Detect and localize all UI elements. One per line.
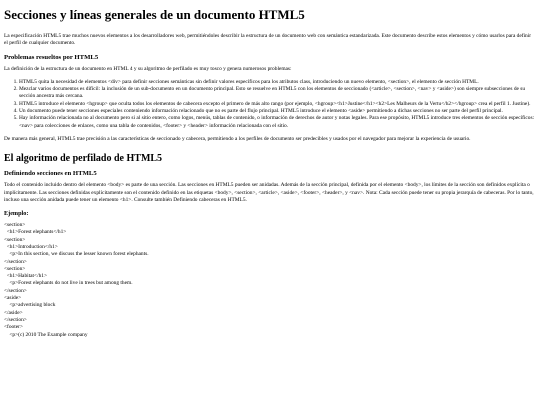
- example-heading: Ejemplo:: [4, 210, 29, 218]
- list-item: 1. HTML5 quita la necesidad de elementos <div> para definir secciones semánticas sin definir valores específicos para los atributos class, introduciendo un nuevo elemento, <section>, el elemento de sección HTML.: [19, 79, 536, 86]
- problems-closing: De manera más general, HTML5 trae precisión a las características de seccionado y cabecera, permitiendo a los perfiles de documento ser predecibles y usados por el navegador para mejorar la experiencia de usuario.: [4, 135, 471, 142]
- code-example: [4, 222, 536, 339]
- list-item: 4. Un documento puede tener secciones especiales conteniendo información relacionado que no es parte del flujo principal. HTML5 introduce el elemento <aside> permitiendo a dichas secciones no ser parte del perfil principal.: [19, 108, 536, 115]
- code-line: <p>advertising block: [4, 302, 56, 309]
- code-line: </section>: [4, 316, 27, 323]
- code-line: <section>: [4, 265, 26, 272]
- code-line: <aside>: [4, 295, 22, 302]
- code-line: </section>: [4, 258, 27, 265]
- code-line: <h1>Habitat</h1>: [4, 273, 48, 280]
- section-heading-algorithm: El algoritmo de perfilado de HTML5: [4, 153, 163, 165]
- code-line: <p>Forest elephants do not live in trees but among them.: [4, 280, 133, 287]
- defining-paragraph: Todo el contenido incluido dentro del elemento <body> es parte de una sección. Las secciones en HTML5 pueden ser anidadas. Además de la sección principal, definida por el elemento <body>, los límites de la sección son definidos explícita o implícitamente. Las secciones definidas explícitamente son el contenido definido en las etiquetas <body>, <section>, <article>, <aside>, <footer>, <header>, y <nav>. Nota: Cada sección puede tener su propia jerarquía de cabeceras. Por lo tanto, incluso una sección anidada puede tener un elemento <h1>. Consulte también Definiendo cabeceras en HTML5.: [4, 182, 534, 203]
- code-line: <p>In this section, we discuss the lesser known forest elephants.: [4, 251, 149, 258]
- code-line: </aside>: [4, 309, 23, 316]
- list-item: 5. Hay información relacionada no al documento pero si al sitio entero, como logos, menús, tablas de contenido, o información de derechos de autor y notas legales. Para ese propósito, HTML5 introduce tres elementos de sección específicos: <nav> para colecciones de enlaces, como una tabla de contenidos, <footer> y <header> información relacionada con el sitio.: [19, 115, 536, 130]
- code-line: <h1>Introduction</h1>: [4, 243, 58, 250]
- subsection-heading-defining: Definiendo secciones en HTML5: [4, 170, 97, 178]
- intro-paragraph: La especificación HTML5 trae muchos nuevos elementos a los desarrolladores web, permitiéndoles describir la estructura de un documento web con semántica estandarizada. Este documento describe estos elementos y cómo usarlos para definir el perfil de cualquier documento.: [4, 32, 532, 47]
- section-heading-problems: Problemas resueltos por HTML5: [4, 53, 99, 61]
- code-line: <p>(c) 2010 The Example company: [4, 331, 88, 338]
- code-line: </section>: [4, 287, 27, 294]
- page-title: Secciones y líneas generales de un documento HTML5: [4, 7, 305, 22]
- problems-lead: La definición de la estructura de un documento en HTML 4 y su algoritmo de perfilado es muy tosco y genera numerosos problemas:: [4, 65, 292, 72]
- list-item: 2. Mezclar varios documentos es difícil: la inclusión de un sub-documento en un documento principal. Esto se resuelve en HTML5 con los elementos de seccionado (<article>, <section>, <nav> y <aside>) son siempre subsecciones de su sección ancestra más cercana.: [19, 86, 536, 101]
- code-line: <footer>: [4, 324, 23, 331]
- code-line: <section>: [4, 222, 26, 229]
- code-line: <section>: [4, 236, 26, 243]
- list-item: 3. HTML5 introduce el elemento <hgroup> que oculta todos los elementos de cabecera excepto el primero de más alto rango (por ejemplo, <hgroup><h1>Justine</h1><h2>Les Malheurs de la Vertu</h2></hgroup> crea el perfil 1. Justine).: [19, 101, 536, 108]
- problems-list: [4, 79, 536, 130]
- code-line: <h1>Forest elephants</h1>: [4, 229, 67, 236]
